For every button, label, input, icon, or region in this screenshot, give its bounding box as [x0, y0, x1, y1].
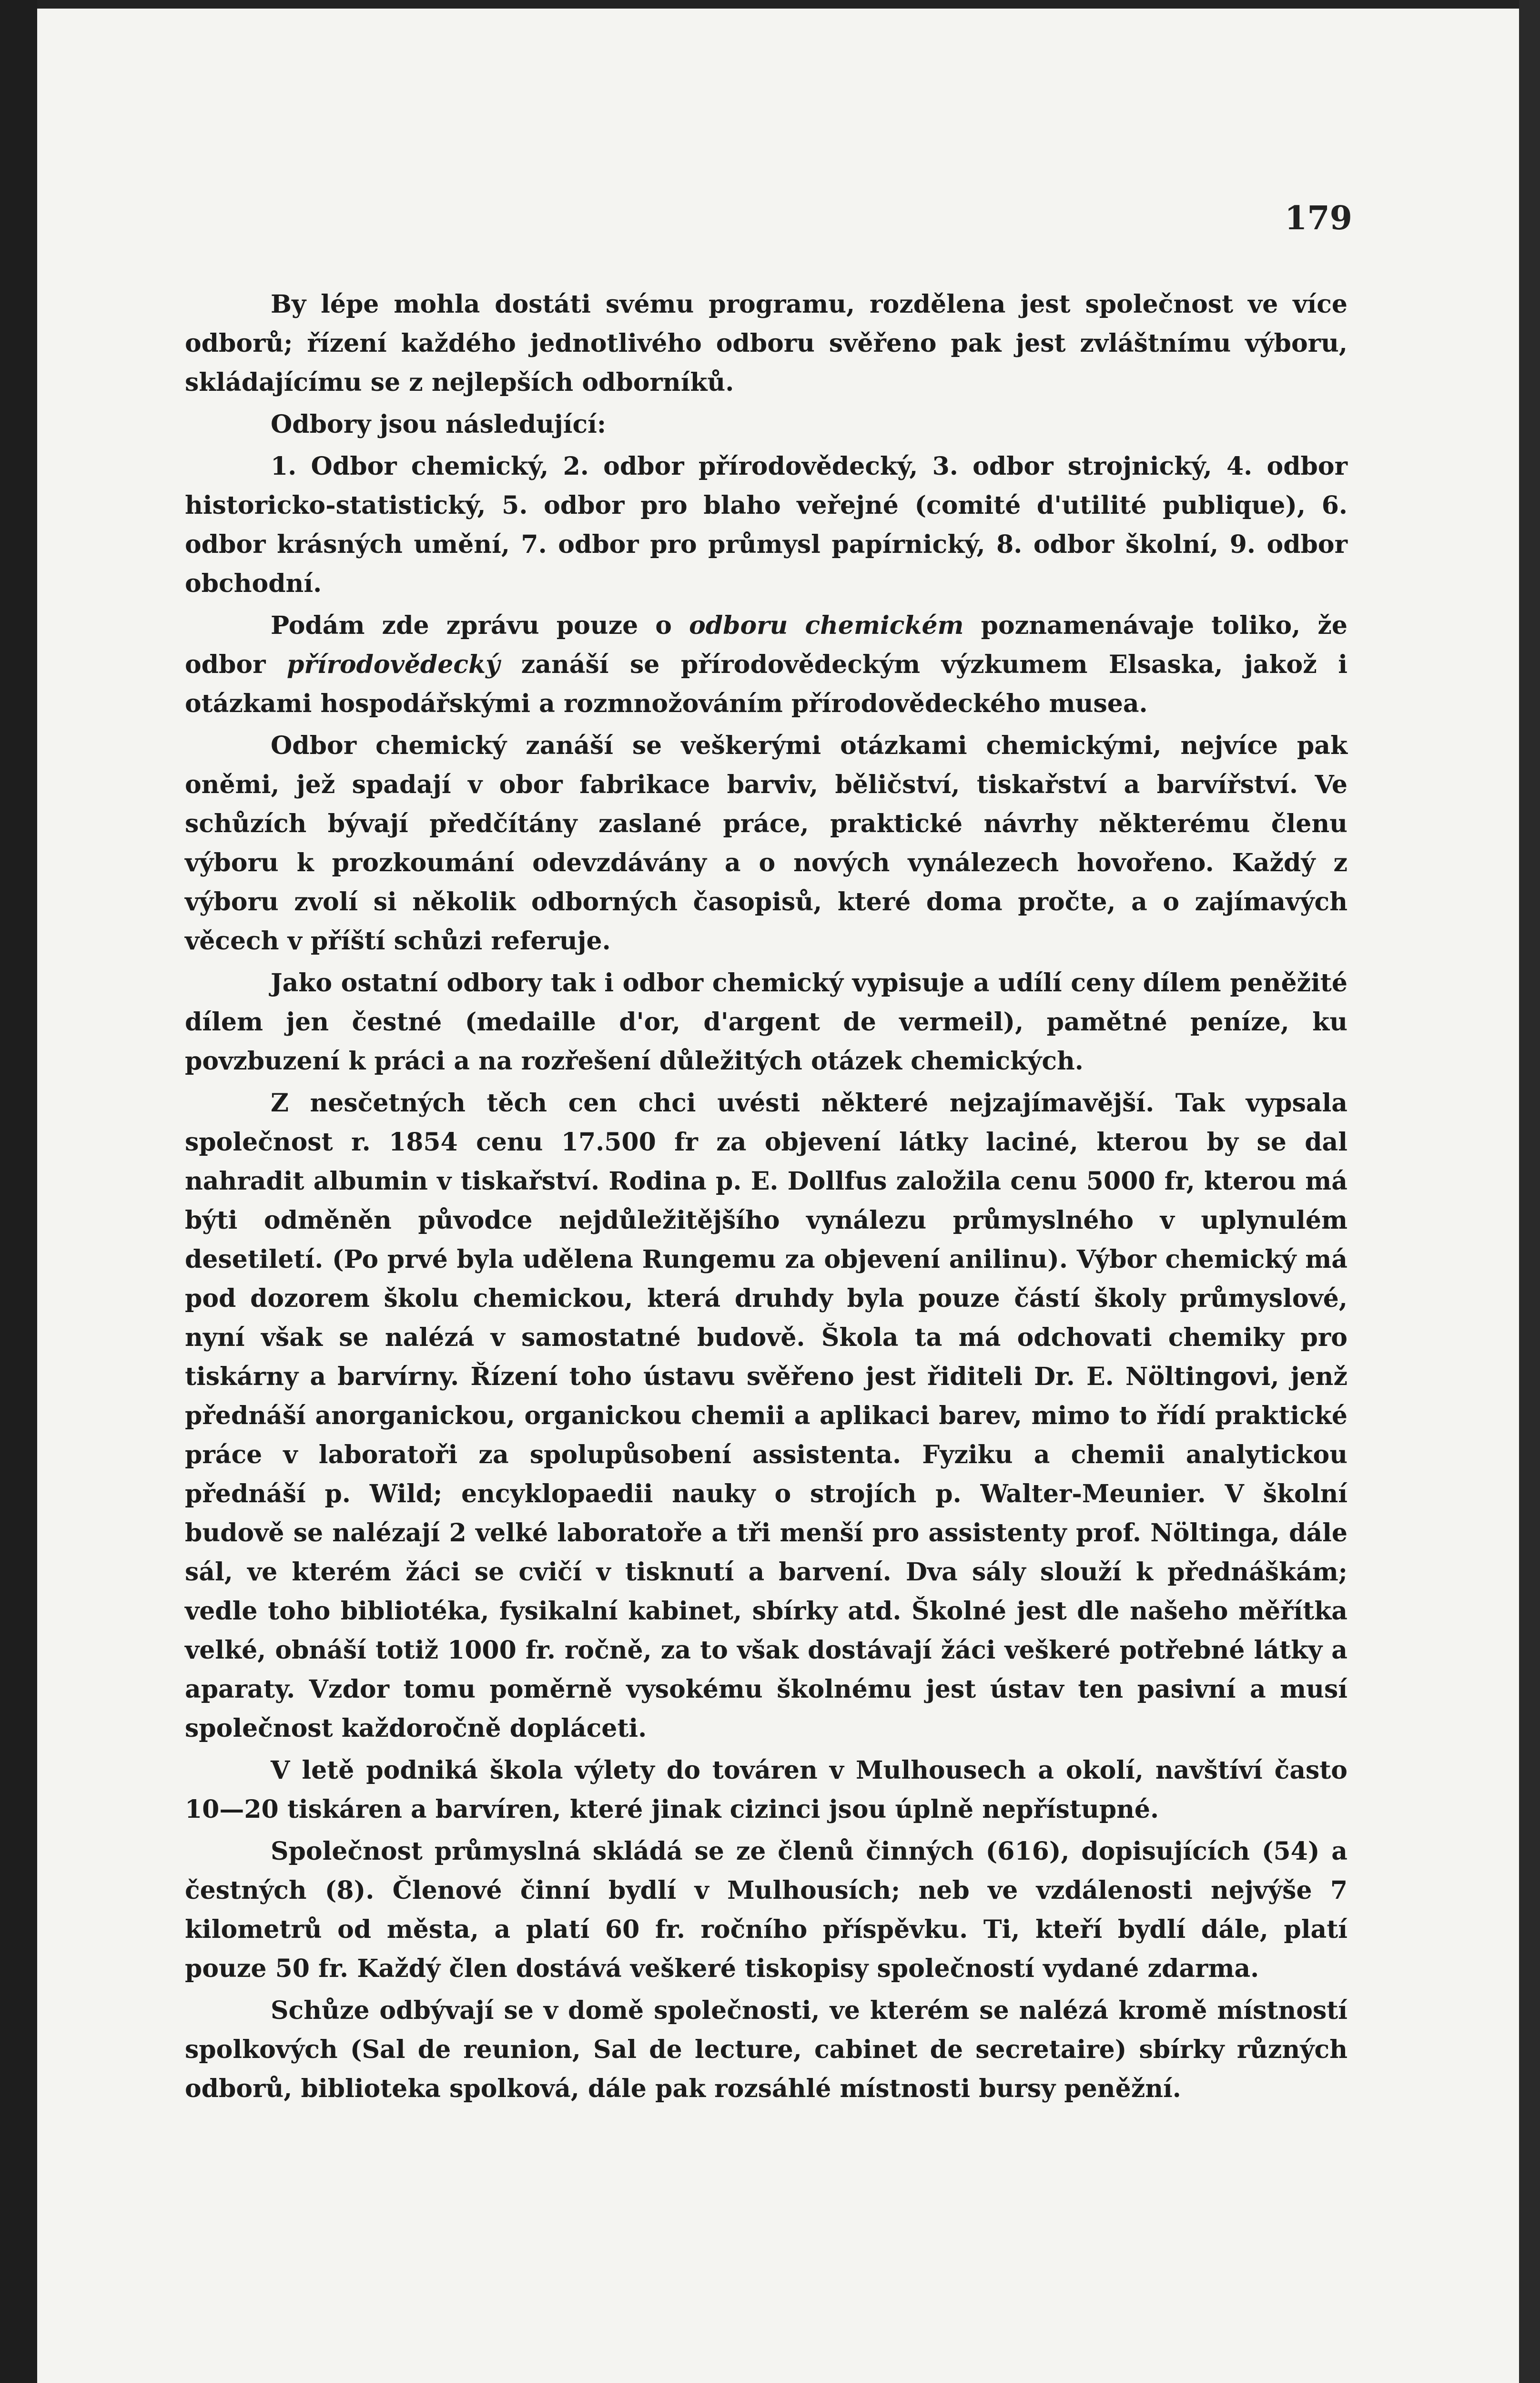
scan-border-right: [1519, 0, 1540, 2383]
paragraph-4-part-b: poznamenávaje toliko, že odbor: [185, 611, 1348, 679]
paragraph-4-emphasis-chemical: odboru chemickém: [689, 611, 964, 640]
paragraph-1: By lépe mohla dostáti svému programu, rozdělena jest společnost ve více odborů; řízení každého jednotlivého odboru svěřeno pak jest zvláštnímu výboru, skládajícímu se z nejlepších odborníků.: [185, 290, 1348, 397]
paragraph-6: Jako ostatní odbory tak i odbor chemický vypisuje a udílí ceny dílem peněžité dílem jen čestné (medaille d'or, d'argent de vermeil), pamětné peníze, ku povzbuzení k práci a na rozřešení důležitých otázek chemických.: [185, 968, 1348, 1076]
paragraph-4-emphasis-natural-science: přírodovědecký: [286, 650, 500, 679]
paragraph-10: Schůze odbývají se v domě společnosti, ve kterém se nalézá kromě místností spolkových (Sal de reunion, Sal de lecture, cabinet de secretaire) sbírky různých odborů, biblioteka spolková, dále pak rozsáhlé místnosti bursy peněžní.: [185, 1996, 1348, 2103]
book-page: [37, 9, 1519, 2383]
paragraph-4-part-c: zanáší se přírodovědeckým výzkumem Elsaska, jakož i otázkami hospodářskými a rozmnožováním přírodovědeckého musea.: [185, 650, 1348, 718]
scan-border-top: [0, 0, 1540, 9]
paragraph-4-part-a: Podám zde zprávu pouze o: [271, 611, 689, 640]
paragraph-2: Odbory jsou následující:: [271, 410, 607, 439]
scan-border-left: [0, 0, 37, 2383]
paragraph-4: [185, 606, 1348, 723]
page-body: [185, 285, 1348, 2111]
page-number: 179: [1285, 199, 1352, 237]
paragraph-5: Odbor chemický zanáší se veškerými otázkami chemickými, nejvíce pak oněmi, jež spadají v obor fabrikace barviv, běličství, tiskařství a barvířství. Ve schůzích bývají předčítány zaslané práce, praktické návrhy některému členu výboru k prozkoumání odevzdávány a o nových vynálezech hovořeno. Každý z výboru zvolí si několik odborných časopisů, které doma pročte, a o zajímavých věcech v příští schůzi referuje.: [185, 731, 1348, 956]
paragraph-9: Společnost průmyslná skládá se ze členů činných (616), dopisujících (54) a čestných (8). Členové činní bydlí v Mulhousích; neb ve vzdálenosti nejvýše 7 kilometrů od města, a platí 60 fr. ročního příspěvku. Ti, kteří bydlí dále, platí pouze 50 fr. Každý člen dostává veškeré tiskopisy společností vydané zdarma.: [185, 1837, 1348, 1983]
paragraph-3-departments-list: 1. Odbor chemický, 2. odbor přírodovědecký, 3. odbor strojnický, 4. odbor historicko-statistický, 5. odbor pro blaho veřejné (comité d'utilité publique), 6. odbor krásných umění, 7. odbor pro průmysl papírnický, 8. odbor školní, 9. odbor obchodní.: [185, 452, 1348, 598]
paragraph-7: Z nesčetných těch cen chci uvésti některé nejzajímavější. Tak vypsala společnost r. 1854 cenu 17.500 fr za objevení látky laciné, kterou by se dal nahradit albumin v tiskařství. Rodina p. E. Dollfus založila cenu 5000 fr, kterou má býti odměněn původce nejdůležitějšího vynálezu průmyslného v uplynulém desetiletí. (Po prvé byla udělena Rungemu za objevení anilinu). Výbor chemický má pod dozorem školu chemickou, která druhdy byla pouze částí školy průmyslové, nyní však se nalézá v samostatné budově. Škola ta má odchovati chemiky pro tiskárny a barvírny. Řízení toho ústavu svěřeno jest řiditeli Dr. E. Nöltingovi, jenž přednáší anorganickou, organickou chemii a aplikaci barev, mimo to řídí praktické práce v laboratoři za spolupůsobení assistenta. Fyziku a chemii analytickou přednáší p. Wild; encyklopaedii nauky o strojích p. Walter-Meunier. V školní budově se nalézají 2 velké laboratoře a tři menší pro assistenty prof. Nöltinga, dále sál, ve kterém žáci se cvičí v tisknutí a barvení. Dva sály slouží k přednáškám; vedle toho bibliotéka, fysikalní kabinet, sbírky atd. Školné jest dle našeho měřítka velké, obnáší totiž 1000 fr. ročně, za to však dostávají žáci veškeré potřebné látky a aparaty. Vzdor tomu poměrně vysokému školnému jest ústav ten pasivní a musí společnost každoročně dopláceti.: [185, 1089, 1348, 1743]
paragraph-8: V letě podniká škola výlety do továren v Mulhousech a okolí, navštíví často 10—20 tiskáren a barvíren, které jinak cizinci jsou úplně nepřístupné.: [185, 1756, 1348, 1824]
